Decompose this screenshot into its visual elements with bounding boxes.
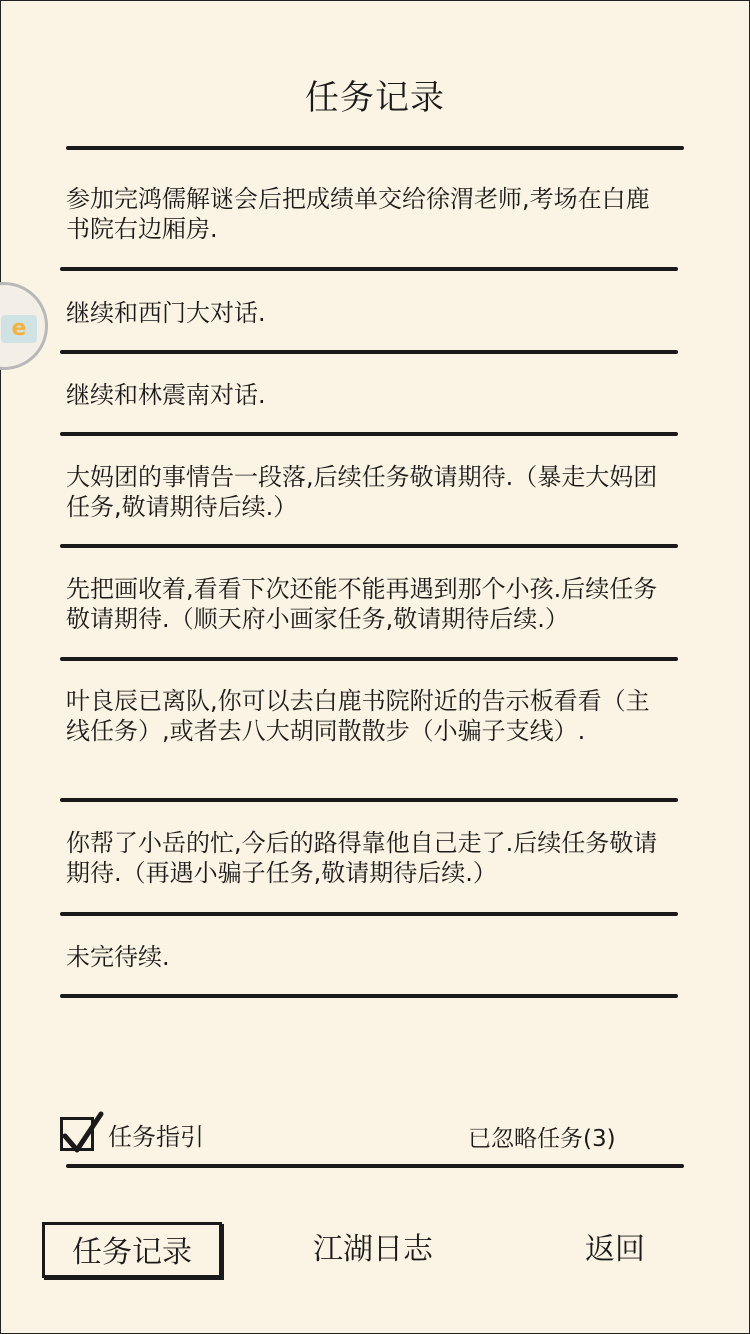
divider (60, 994, 678, 998)
quest-item-6[interactable]: 叶良辰已离队,你可以去白鹿书院附近的告示板看看（主线任务）,或者去八大胡同散散步（小骗子支线）. (66, 687, 650, 745)
quest-item-8[interactable]: 未完待续. (66, 943, 170, 971)
divider (66, 1164, 684, 1168)
quest-item-1[interactable]: 参加完鸿儒解谜会后把成绩单交给徐渭老师,考场在白鹿书院右边厢房. (66, 185, 650, 243)
quest-item-3[interactable]: 继续和林震南对话. (66, 381, 266, 409)
divider (60, 544, 678, 548)
divider (66, 146, 684, 150)
ignored-tasks-link[interactable]: 已忽略任务(3) (468, 1126, 616, 1152)
task-guide-toggle[interactable] (60, 1110, 204, 1158)
quest-item-7[interactable]: 你帮了小岳的忙,今后的路得靠他自己走了.后续任务敬请期待.（再遇小骗子任务,敬请期待后续.） (66, 829, 658, 887)
app-badge-icon: e (1, 315, 37, 343)
page-title: 任务记录 (305, 78, 445, 118)
divider (60, 432, 678, 436)
divider (60, 267, 678, 271)
divider (60, 798, 678, 802)
quest-item-2[interactable]: 继续和西门大对话. (66, 299, 266, 327)
divider (60, 350, 678, 354)
task-guide-label: 任务指引 (108, 1122, 204, 1151)
back-button[interactable]: 返回 (585, 1232, 645, 1267)
checkmark-icon (59, 1108, 107, 1156)
quest-item-5[interactable]: 先把画收着,看看下次还能不能再遇到那个小孩.后续任务敬请期待.（顺天府小画家任务,敬请期待后续.） (66, 575, 658, 633)
quest-item-4[interactable]: 大妈团的事情告一段落,后续任务敬请期待.（暴走大妈团任务,敬请期待后续.） (66, 463, 658, 521)
divider (60, 912, 678, 916)
divider (60, 657, 678, 661)
tab-jianghu-log[interactable]: 江湖日志 (313, 1232, 433, 1267)
tab-task-record[interactable]: 任务记录 (42, 1222, 222, 1278)
task-guide-checkbox[interactable] (60, 1117, 94, 1151)
